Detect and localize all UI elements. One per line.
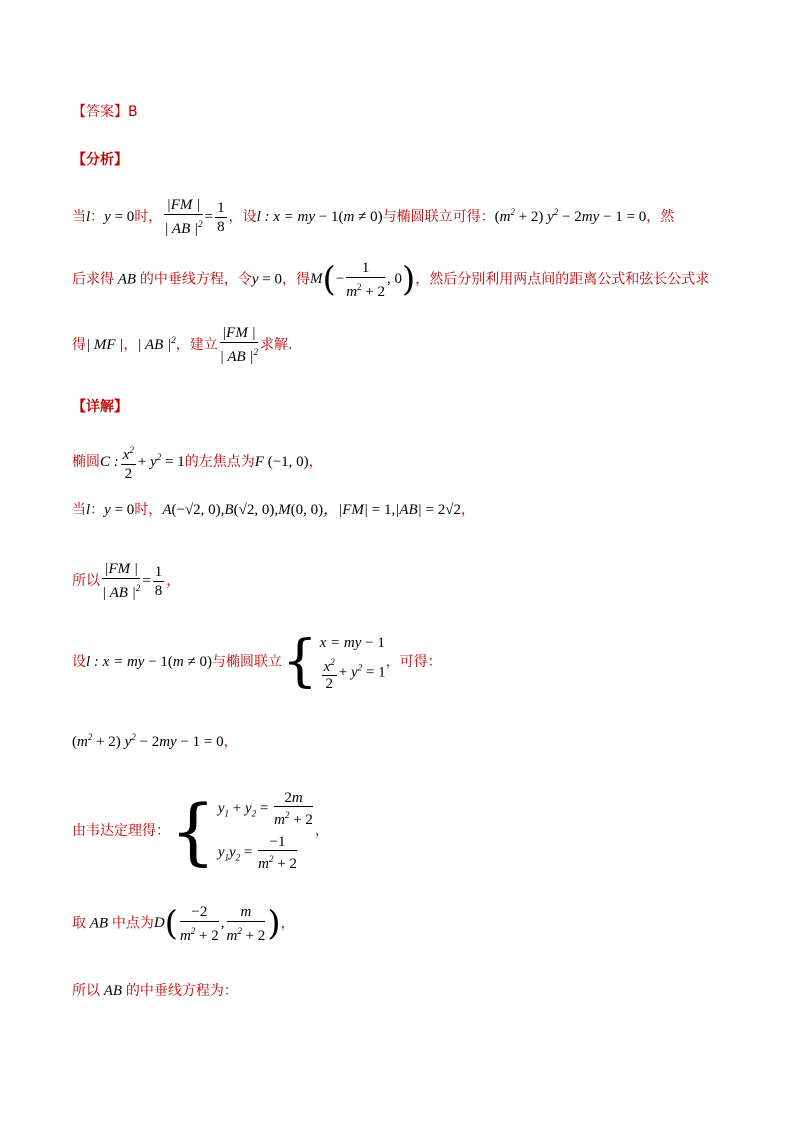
detail-l1: 椭圆C : $\frac{x^2}{2}$ + $y^2 = 1$的左焦点为F (−1, 0)， (72, 441, 323, 483)
detail-l6: 由韦达定理得：{ $y_1 + y_2$ = $\frac{2m}{m^2 + 2}$ $y_1y_2$ = $\frac{-1}{m^2 + 2}$ ， (72, 789, 329, 873)
fraction-one-eighth: $\frac{1}{8}$ (217, 199, 225, 235)
analysis-heading: 【分析】 (72, 152, 128, 168)
system-brace: { (281, 629, 318, 694)
answer-tag: 【答案】 (72, 104, 128, 120)
math-l: l (86, 209, 91, 225)
vieta-system: $y_1 + y_2$ = $\frac{2m}{m^2 + 2}$ $y_1y_2$ = $\frac{-1}{m^2 + 2}$ (217, 790, 313, 872)
analysis-p1: 当l：y = 0时， $\frac{|FM |}{| AB |^2}$ = $\frac{1}{8}$ ，设l : x = my − 1(m ≠ 0)与椭圆联立可得：$(m^2 + 2) y^2 - 2my - 1 = 0$，然 (72, 197, 675, 237)
midpoint-d: D( $\frac{-2}{m^2 + 2}$ , $\frac{m}{m^2 + 2}$ ) (153, 904, 281, 944)
analysis-p3: 得| MF |，| AB $|^2$，建立 $\frac{|FM |}{| AB |^2}$ 求解. (72, 325, 293, 365)
equation-system: x = my − 1 $\frac{x^2}{2}$ + $y^2 = 1$ (319, 635, 386, 692)
detail-l2: 当l：y = 0时，A(−√2, 0),B(√2, 0),M(0, 0)，|FM| = 1,|AB| = 2√2， (72, 502, 475, 518)
detail-l7: 取 AB 中点为D( $\frac{-2}{m^2 + 2}$ , $\frac{m}{m^2 + 2}$ )， (72, 904, 295, 944)
fraction-fm-ab2: $\frac{|FM |}{| AB |^2}$ (164, 197, 203, 237)
detail-l3: 所以 $\frac{|FM |}{| AB |^2}$ = $\frac{1}{8}$ ， (72, 561, 181, 601)
detail-l5: $(m^2 + 2) y^2 - 2my - 1 = 0$， (72, 732, 238, 750)
detail-l8: 所以 AB 的中垂线方程为： (72, 983, 238, 999)
analysis-p2: 后求得 AB 的中垂线方程，令y = 0，得M(− $\frac{1}{m^2 + 2}$ , 0)，然后分别利用两点间的距离公式和弦长公式求 (72, 260, 710, 300)
detail-l4: 设l : x = my − 1(m ≠ 0)与椭圆联立{ x = my − 1 $\frac{x^2}{2}$ + $y^2 = 1$ ，可得： (72, 629, 442, 694)
points-abm: A(−√2, 0),B(√2, 0),M(0, 0)，|FM| = 1,|AB| = 2√2 (162, 502, 461, 518)
detail-heading: 【详解】 (72, 399, 128, 415)
answer-line (72, 101, 138, 121)
point-m-expr: M(− $\frac{1}{m^2 + 2}$ , 0) (309, 260, 416, 300)
quadratic-eq: $(m^2 + 2) y^2 - 2my - 1 = 0$ (494, 207, 647, 225)
answer-value: B (128, 104, 138, 120)
line-l-eq: l : x = my − 1(m ≠ 0) (256, 209, 383, 225)
